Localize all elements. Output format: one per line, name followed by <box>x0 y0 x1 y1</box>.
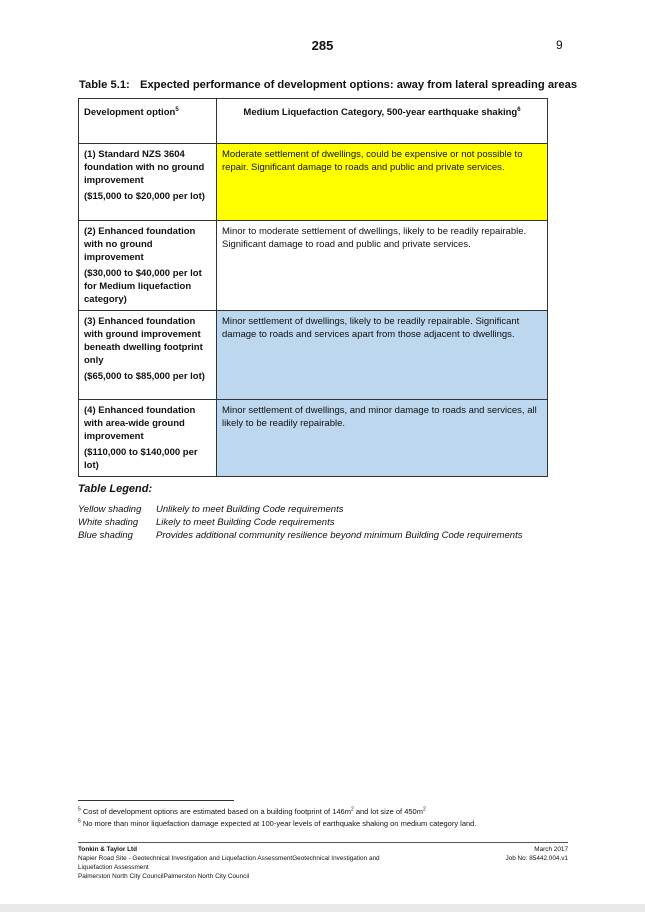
caption-title: Expected performance of development options: away from lateral spreading areas <box>140 79 578 91</box>
legend-key: White shading <box>78 517 139 528</box>
performance-table <box>78 98 548 477</box>
table-row <box>79 144 548 221</box>
legend-text: Likely to meet Building Code requirements <box>156 517 335 528</box>
footnote-6 <box>78 819 476 828</box>
footer-date: March 2017 <box>534 846 568 853</box>
footnote-mark: 5 <box>78 806 81 813</box>
option-cell <box>79 311 217 400</box>
option-label: (1) Standard NZS 3604 foundation with no ground improvement <box>84 149 205 186</box>
footnote-divider <box>78 800 234 801</box>
footnote-5 <box>78 807 426 816</box>
option-cell <box>79 221 217 311</box>
footer-company: Tonkin & Taylor Ltd <box>78 846 138 853</box>
footnote-text: and lot size of 450m <box>353 807 423 816</box>
option-cost: ($110,000 to $140,000 per lot) <box>84 447 198 471</box>
page-bottom-strip <box>0 904 645 912</box>
legend-title: Table Legend: <box>78 483 153 495</box>
legend-item <box>78 530 522 541</box>
table-row <box>79 221 548 311</box>
superscript: 2 <box>350 806 354 813</box>
page-number: 285 <box>311 38 334 53</box>
legend-item <box>78 517 334 528</box>
option-cost: ($65,000 to $85,000 per lot) <box>84 371 205 382</box>
caption-number: Table 5.1: <box>79 79 130 91</box>
footnote-text: Cost of development options are estimated based on a building footprint of 146m <box>82 807 351 816</box>
legend-key: Blue shading <box>78 530 133 541</box>
page-index: 9 <box>556 38 563 52</box>
table-header-row <box>79 99 548 144</box>
footer-project-line: Napier Road Site - Geotechnical Investigation and Liquefaction AssessmentGeotechnical Investigation and <box>78 855 380 862</box>
performance-cell-yellow: Moderate settlement of dwellings, could be expensive or not possible to repair. Significant damage to roads and public and private services. <box>217 144 548 221</box>
legend-item <box>78 504 343 515</box>
superscript: 2 <box>422 806 426 813</box>
footer-job-number: Job No: 85442.004.v1 <box>505 855 568 862</box>
option-label: (3) Enhanced foundation with ground improvement beneath dwelling footprint only <box>84 316 203 366</box>
table-caption <box>79 79 577 91</box>
option-cell <box>79 144 217 221</box>
option-cost: ($15,000 to $20,000 per lot) <box>84 191 205 202</box>
option-label: (2) Enhanced foundation with no ground improvement <box>84 226 196 263</box>
table-row <box>79 400 548 477</box>
option-cell <box>79 400 217 477</box>
footnote-text: No more than minor liquefaction damage expected at 100-year levels of earthquake shaking on medium category land. <box>82 819 477 828</box>
option-cost: ($30,000 to $40,000 per lot for Medium liquefaction category) <box>84 268 202 305</box>
option-label: (4) Enhanced foundation with area-wide ground improvement <box>84 405 196 442</box>
performance-cell-blue: Minor settlement of dwellings, and minor damage to roads and services, all likely to be readily repairable. <box>217 400 548 477</box>
footer-project-line: Liquefaction Assessment <box>78 864 149 871</box>
header-development-option <box>79 99 217 144</box>
footnote-ref-6: 6 <box>517 106 521 113</box>
performance-cell-blue: Minor settlement of dwellings, likely to be readily repairable. Significant damage to roads and services apart from those adjacent to dwellings. <box>217 311 548 400</box>
legend-key: Yellow shading <box>78 504 142 515</box>
footer-client: Palmerston North City CouncilPalmerston North City Council <box>78 873 250 880</box>
legend-text: Provides additional community resilience beyond minimum Building Code requirements <box>156 530 523 541</box>
performance-cell-white: Minor to moderate settlement of dwellings, likely to be readily repairable. Significant damage to road and public and private services. <box>217 221 548 311</box>
footer-divider <box>78 842 568 843</box>
header-liquefaction-category <box>217 99 548 144</box>
footnote-mark: 6 <box>78 818 81 825</box>
header-col1-text: Development option <box>84 107 176 118</box>
header-col2-text: Medium Liquefaction Category, 500-year earthquake shaking <box>243 107 518 118</box>
footnote-ref-5: 5 <box>175 106 179 113</box>
table-row <box>79 311 548 400</box>
legend-text: Unlikely to meet Building Code requirements <box>156 504 344 515</box>
